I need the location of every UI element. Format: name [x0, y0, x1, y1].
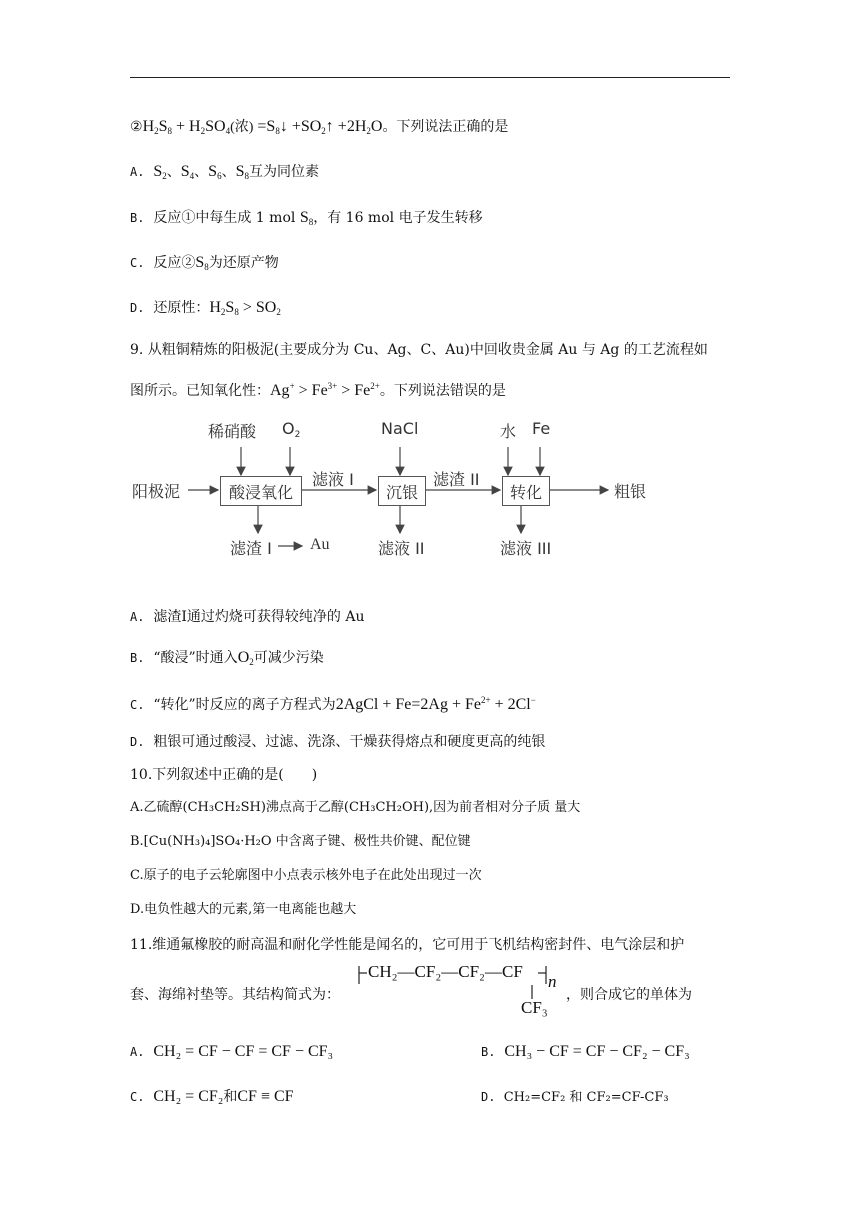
flow-residue-2: 滤渣 II — [433, 470, 480, 489]
q11-stem-line2-pre: 套、海绵衬垫等。其结构简式为： — [130, 987, 340, 1003]
flow-start-label: 阳极泥 — [132, 482, 181, 501]
q11-option-b[interactable]: B. CH₃ − CF = CF − CF₂ − CF₃ — [481, 1043, 690, 1060]
q9-stem-line2: 图所示。已知氧化性：$Ag^+ > Fe^{3+} > Fe^{2+}$。下列说法错误的是 — [130, 381, 506, 399]
flow-product-au: Au — [310, 536, 330, 553]
flow-box-precipitate-silver: 沉银 — [378, 476, 426, 506]
q10-option-c[interactable]: C.原子的电子云轮廓图中小点表示核外电子在此处出现过一次 — [130, 868, 482, 883]
reaction-2-equation: $H_2S_8 + H_2SO_4$(浓) $=S_8↓$ $+SO_2↑ +2H_2O$ — [142, 118, 383, 136]
flow-input-water: 水 — [500, 422, 517, 441]
process-flowchart — [130, 415, 690, 565]
flow-filtrate-3: 滤液 III — [500, 539, 552, 558]
q11-option-d[interactable]: D. CH₂=CF₂ 和 CF₂=CF-CF₃ — [481, 1090, 669, 1105]
q8-option-d[interactable]: D. 还原性：$H_2S_8 > SO_2$ — [130, 299, 281, 317]
q11-option-a[interactable]: A. CH₂ = CF − CF = CF − CF₃ — [130, 1043, 334, 1060]
polymer-structure — [355, 958, 570, 1024]
q11-option-c[interactable]: C. CH₂ = CF₂和CF ≡ CF — [130, 1088, 294, 1105]
q8-option-c[interactable]: C. 反应$②S_8$为还原产物 — [130, 254, 279, 272]
q11-stem-line1: 11.维通氟橡胶的耐高温和耐化学性能是闻名的，它可用于飞机结构密封件、电气涂层和护 — [130, 937, 685, 953]
q9-option-c[interactable]: C. “转化”时反应的离子方程式为2AgCl + $Fe=2Ag + Fe^{2+} + 2Cl^-$ — [130, 695, 536, 713]
flow-residue-1: 滤渣 I — [230, 539, 272, 558]
q9-option-a[interactable]: A. 滤渣I通过灼烧可获得较纯净的 Au — [130, 609, 365, 625]
q8-option-b[interactable]: B. 反应①中每生成 1 mol $S_8$，有 16 mol 电子发生转移 — [130, 209, 483, 227]
q10-stem: 10.下列叙述中正确的是( ) — [130, 767, 318, 783]
q10-option-a[interactable]: A.乙硫醇(CH₃CH₂SH)沸点高于乙醇(CH₃CH₂OH),因为前者相对分子质 量大 — [130, 800, 581, 815]
q9-stem-line1: 9. 从粗铜精炼的阳极泥(主要成分为 Cu、Ag、C、Au)中回收贵金属 Au 与 Ag 的工艺流程如 — [130, 342, 708, 358]
flow-end-crude-silver: 粗银 — [614, 482, 647, 501]
flow-box-acid-leach: 酸浸氧化 — [220, 476, 302, 506]
flow-box-conversion: 转化 — [502, 476, 550, 506]
q11-stem-line2-post: ，则合成它的单体为 — [566, 987, 692, 1003]
q9-option-b[interactable]: B. “酸浸”时通入$O_2$可减少污染 — [130, 649, 324, 667]
flow-input-nitric-acid: 稀硝酸 — [208, 422, 257, 441]
polymer-chain: CH₂—CF₂—CF₂—CF — [368, 962, 523, 981]
flow-filtrate-1: 滤液 I — [312, 470, 354, 489]
header-rule — [130, 77, 730, 78]
flow-input-fe: Fe — [532, 419, 551, 438]
flow-filtrate-2: 滤液 II — [378, 539, 425, 558]
q10-option-d[interactable]: D.电负性越大的元素,第一电离能也越大 — [130, 902, 357, 917]
flow-input-oxygen: $O_2$ — [282, 419, 301, 440]
q10-option-b[interactable]: B.[Cu(NH₃)₄]SO₄·H₂O 中含离子键、极性共价键、配位键 — [130, 834, 471, 849]
q8-reaction-2: $②H_2S_8 + H_2SO_4$(浓) $=S_8↓$ $+SO_2↑ +2H_2O$。下列说法正确的是 — [130, 118, 509, 136]
polymer-branch-cf3: CF₃ — [521, 998, 548, 1017]
q8-option-a[interactable]: A. $S_2$、$S_4$、$S_6$、$S_8$互为同位素 — [130, 163, 319, 181]
flow-input-nacl: NaCl — [381, 419, 419, 438]
polymer-n: n — [548, 972, 557, 991]
q9-option-d[interactable]: D. 粗银可通过酸浸、过滤、洗涤、干燥获得熔点和硬度更高的纯银 — [130, 734, 546, 750]
